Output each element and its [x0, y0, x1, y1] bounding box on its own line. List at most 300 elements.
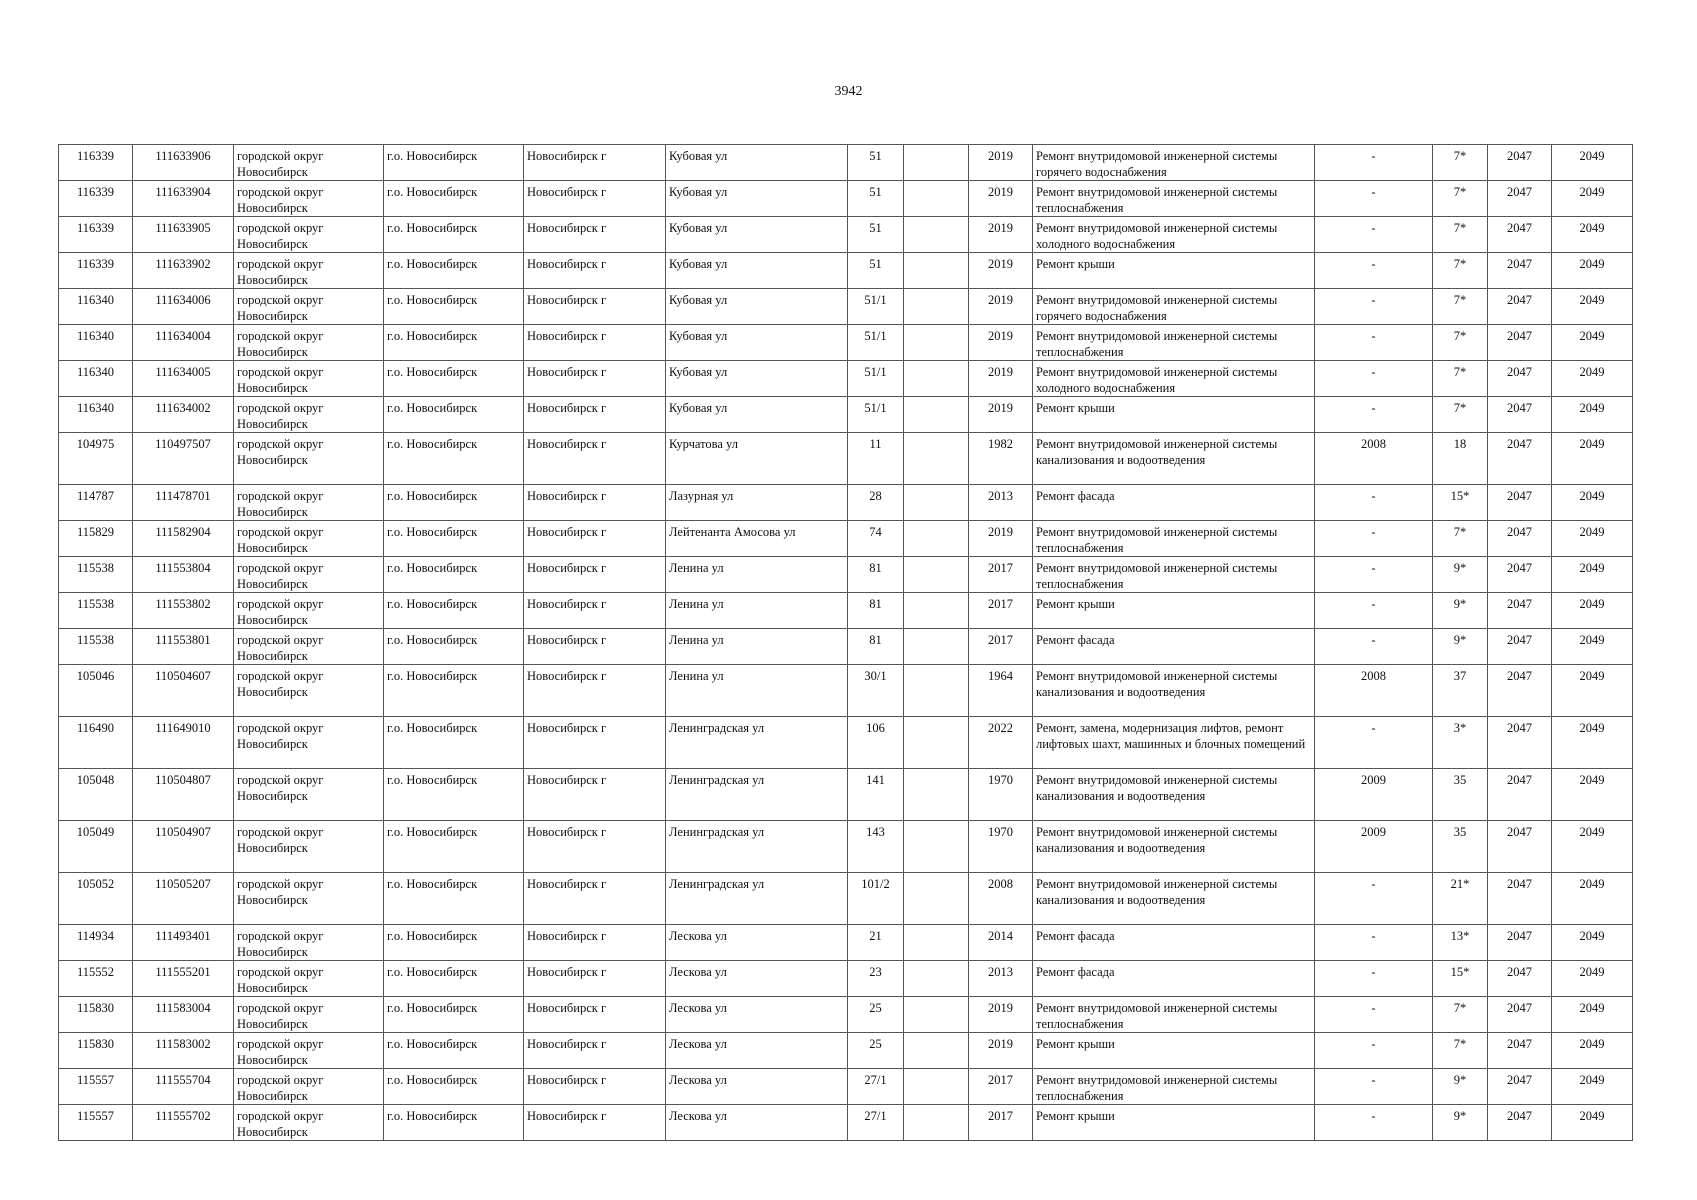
cell-house-number: 11	[848, 433, 904, 485]
cell-work-id: 111583004	[133, 997, 234, 1033]
cell-wear: 7*	[1433, 397, 1488, 433]
cell-municipal-district: городской округ Новосибирск	[234, 557, 384, 593]
cell-work-id: 111493401	[133, 925, 234, 961]
cell-wear: 7*	[1433, 521, 1488, 557]
cell-wear: 7*	[1433, 325, 1488, 361]
table-row	[59, 253, 1633, 289]
cell-street: Лескова ул	[666, 1105, 848, 1141]
cell-last-repair-year: -	[1315, 1069, 1433, 1105]
cell-building-extra	[904, 433, 969, 485]
table-row	[59, 361, 1633, 397]
table-row	[59, 717, 1633, 769]
cell-municipal-district: городской округ Новосибирск	[234, 769, 384, 821]
cell-last-repair-year: -	[1315, 1105, 1433, 1141]
cell-settlement: г.о. Новосибирск	[384, 217, 524, 253]
cell-build-year: 2019	[969, 521, 1033, 557]
cell-street: Курчатова ул	[666, 433, 848, 485]
cell-building-extra	[904, 593, 969, 629]
cell-city: Новосибирск г	[524, 325, 666, 361]
cell-building-extra	[904, 925, 969, 961]
cell-plan-start: 2047	[1488, 629, 1552, 665]
cell-row-id: 115538	[59, 629, 133, 665]
cell-city: Новосибирск г	[524, 821, 666, 873]
cell-plan-end: 2049	[1552, 1105, 1633, 1141]
cell-plan-end: 2049	[1552, 769, 1633, 821]
cell-settlement: г.о. Новосибирск	[384, 593, 524, 629]
table-row	[59, 1033, 1633, 1069]
cell-street: Ленина ул	[666, 593, 848, 629]
cell-wear: 7*	[1433, 217, 1488, 253]
cell-last-repair-year: -	[1315, 397, 1433, 433]
table-row	[59, 521, 1633, 557]
cell-work-id: 111633904	[133, 181, 234, 217]
cell-building-extra	[904, 325, 969, 361]
cell-street: Кубовая ул	[666, 397, 848, 433]
cell-house-number: 30/1	[848, 665, 904, 717]
cell-wear: 21*	[1433, 873, 1488, 925]
cell-work-id: 111633905	[133, 217, 234, 253]
cell-building-extra	[904, 1069, 969, 1105]
cell-wear: 3*	[1433, 717, 1488, 769]
cell-work-type: Ремонт внутридомовой инженерной системы холодного водоснабжения	[1033, 217, 1315, 253]
cell-build-year: 2019	[969, 325, 1033, 361]
cell-wear: 7*	[1433, 253, 1488, 289]
cell-city: Новосибирск г	[524, 557, 666, 593]
cell-street: Кубовая ул	[666, 181, 848, 217]
cell-wear: 15*	[1433, 485, 1488, 521]
cell-row-id: 105052	[59, 873, 133, 925]
cell-building-extra	[904, 217, 969, 253]
cell-settlement: г.о. Новосибирск	[384, 485, 524, 521]
cell-city: Новосибирск г	[524, 665, 666, 717]
cell-city: Новосибирск г	[524, 769, 666, 821]
cell-work-type: Ремонт внутридомовой инженерной системы теплоснабжения	[1033, 557, 1315, 593]
cell-building-extra	[904, 289, 969, 325]
cell-last-repair-year: -	[1315, 361, 1433, 397]
table-row	[59, 181, 1633, 217]
cell-plan-end: 2049	[1552, 665, 1633, 717]
cell-house-number: 81	[848, 593, 904, 629]
cell-plan-start: 2047	[1488, 325, 1552, 361]
cell-house-number: 81	[848, 629, 904, 665]
cell-municipal-district: городской округ Новосибирск	[234, 485, 384, 521]
cell-settlement: г.о. Новосибирск	[384, 717, 524, 769]
cell-work-type: Ремонт крыши	[1033, 593, 1315, 629]
cell-work-id: 111555201	[133, 961, 234, 997]
cell-last-repair-year: -	[1315, 145, 1433, 181]
table-row	[59, 557, 1633, 593]
cell-city: Новосибирск г	[524, 1033, 666, 1069]
cell-plan-end: 2049	[1552, 629, 1633, 665]
cell-plan-start: 2047	[1488, 289, 1552, 325]
cell-house-number: 51/1	[848, 361, 904, 397]
cell-house-number: 27/1	[848, 1105, 904, 1141]
cell-building-extra	[904, 181, 969, 217]
cell-work-type: Ремонт фасада	[1033, 961, 1315, 997]
table-row	[59, 961, 1633, 997]
cell-house-number: 51	[848, 145, 904, 181]
cell-municipal-district: городской округ Новосибирск	[234, 289, 384, 325]
cell-building-extra	[904, 397, 969, 433]
cell-street: Лескова ул	[666, 997, 848, 1033]
cell-municipal-district: городской округ Новосибирск	[234, 821, 384, 873]
cell-plan-end: 2049	[1552, 593, 1633, 629]
cell-plan-end: 2049	[1552, 145, 1633, 181]
cell-work-type: Ремонт фасада	[1033, 485, 1315, 521]
cell-work-id: 111553801	[133, 629, 234, 665]
cell-street: Кубовая ул	[666, 289, 848, 325]
cell-work-id: 110497507	[133, 433, 234, 485]
cell-wear: 35	[1433, 769, 1488, 821]
cell-settlement: г.о. Новосибирск	[384, 557, 524, 593]
cell-settlement: г.о. Новосибирск	[384, 433, 524, 485]
cell-city: Новосибирск г	[524, 521, 666, 557]
cell-plan-end: 2049	[1552, 253, 1633, 289]
table-row	[59, 629, 1633, 665]
cell-build-year: 2017	[969, 1069, 1033, 1105]
table-row	[59, 433, 1633, 485]
cell-house-number: 74	[848, 521, 904, 557]
table-row	[59, 997, 1633, 1033]
cell-building-extra	[904, 961, 969, 997]
cell-work-type: Ремонт внутридомовой инженерной системы канализования и водоотведения	[1033, 821, 1315, 873]
cell-work-type: Ремонт фасада	[1033, 629, 1315, 665]
cell-work-type: Ремонт, замена, модернизация лифтов, ремонт лифтовых шахт, машинных и блочных помещений	[1033, 717, 1315, 769]
cell-work-id: 111478701	[133, 485, 234, 521]
cell-row-id: 116339	[59, 181, 133, 217]
cell-house-number: 141	[848, 769, 904, 821]
cell-plan-end: 2049	[1552, 485, 1633, 521]
cell-settlement: г.о. Новосибирск	[384, 821, 524, 873]
cell-work-id: 111553804	[133, 557, 234, 593]
cell-municipal-district: городской округ Новосибирск	[234, 145, 384, 181]
cell-settlement: г.о. Новосибирск	[384, 961, 524, 997]
cell-row-id: 114787	[59, 485, 133, 521]
cell-settlement: г.о. Новосибирск	[384, 925, 524, 961]
cell-work-id: 111634004	[133, 325, 234, 361]
cell-row-id: 105048	[59, 769, 133, 821]
table-row	[59, 1069, 1633, 1105]
cell-row-id: 116340	[59, 325, 133, 361]
cell-plan-start: 2047	[1488, 665, 1552, 717]
cell-settlement: г.о. Новосибирск	[384, 145, 524, 181]
cell-work-type: Ремонт крыши	[1033, 1105, 1315, 1141]
cell-municipal-district: городской округ Новосибирск	[234, 629, 384, 665]
cell-building-extra	[904, 485, 969, 521]
cell-house-number: 81	[848, 557, 904, 593]
cell-street: Ленинградская ул	[666, 821, 848, 873]
cell-municipal-district: городской округ Новосибирск	[234, 361, 384, 397]
cell-municipal-district: городской округ Новосибирск	[234, 873, 384, 925]
cell-last-repair-year: -	[1315, 557, 1433, 593]
cell-work-type: Ремонт крыши	[1033, 253, 1315, 289]
cell-street: Ленина ул	[666, 557, 848, 593]
cell-street: Ленинградская ул	[666, 873, 848, 925]
cell-house-number: 106	[848, 717, 904, 769]
cell-building-extra	[904, 665, 969, 717]
cell-plan-end: 2049	[1552, 289, 1633, 325]
cell-plan-start: 2047	[1488, 593, 1552, 629]
cell-last-repair-year: -	[1315, 873, 1433, 925]
cell-work-id: 110504607	[133, 665, 234, 717]
cell-plan-start: 2047	[1488, 433, 1552, 485]
cell-street: Лескова ул	[666, 1069, 848, 1105]
table-row	[59, 873, 1633, 925]
cell-work-id: 111583002	[133, 1033, 234, 1069]
cell-building-extra	[904, 1105, 969, 1141]
cell-last-repair-year: -	[1315, 485, 1433, 521]
cell-wear: 7*	[1433, 361, 1488, 397]
cell-wear: 9*	[1433, 557, 1488, 593]
cell-municipal-district: городской округ Новосибирск	[234, 1033, 384, 1069]
cell-work-type: Ремонт внутридомовой инженерной системы теплоснабжения	[1033, 521, 1315, 557]
cell-street: Кубовая ул	[666, 325, 848, 361]
cell-work-type: Ремонт внутридомовой инженерной системы теплоснабжения	[1033, 325, 1315, 361]
table-row	[59, 821, 1633, 873]
cell-street: Кубовая ул	[666, 217, 848, 253]
cell-wear: 7*	[1433, 997, 1488, 1033]
cell-plan-start: 2047	[1488, 521, 1552, 557]
cell-street: Лейтенанта Амосова ул	[666, 521, 848, 557]
cell-work-id: 111649010	[133, 717, 234, 769]
cell-city: Новосибирск г	[524, 217, 666, 253]
table-row	[59, 593, 1633, 629]
cell-plan-end: 2049	[1552, 961, 1633, 997]
cell-row-id: 115552	[59, 961, 133, 997]
cell-city: Новосибирск г	[524, 717, 666, 769]
cell-municipal-district: городской округ Новосибирск	[234, 253, 384, 289]
cell-row-id: 104975	[59, 433, 133, 485]
cell-house-number: 28	[848, 485, 904, 521]
cell-building-extra	[904, 997, 969, 1033]
cell-build-year: 1982	[969, 433, 1033, 485]
cell-build-year: 2019	[969, 253, 1033, 289]
cell-city: Новосибирск г	[524, 397, 666, 433]
cell-settlement: г.о. Новосибирск	[384, 769, 524, 821]
cell-wear: 7*	[1433, 1033, 1488, 1069]
cell-wear: 35	[1433, 821, 1488, 873]
cell-street: Ленинградская ул	[666, 717, 848, 769]
cell-work-type: Ремонт внутридомовой инженерной системы теплоснабжения	[1033, 181, 1315, 217]
cell-settlement: г.о. Новосибирск	[384, 325, 524, 361]
cell-last-repair-year: -	[1315, 325, 1433, 361]
cell-municipal-district: городской округ Новосибирск	[234, 397, 384, 433]
cell-wear: 7*	[1433, 145, 1488, 181]
cell-work-type: Ремонт внутридомовой инженерной системы горячего водоснабжения	[1033, 145, 1315, 181]
cell-last-repair-year: -	[1315, 593, 1433, 629]
cell-last-repair-year: -	[1315, 1033, 1433, 1069]
table-row	[59, 217, 1633, 253]
cell-work-type: Ремонт внутридомовой инженерной системы теплоснабжения	[1033, 1069, 1315, 1105]
cell-build-year: 2017	[969, 557, 1033, 593]
cell-plan-end: 2049	[1552, 1069, 1633, 1105]
cell-row-id: 116339	[59, 145, 133, 181]
cell-settlement: г.о. Новосибирск	[384, 181, 524, 217]
cell-last-repair-year: -	[1315, 925, 1433, 961]
cell-city: Новосибирск г	[524, 873, 666, 925]
cell-building-extra	[904, 557, 969, 593]
cell-building-extra	[904, 361, 969, 397]
cell-building-extra	[904, 145, 969, 181]
cell-plan-end: 2049	[1552, 717, 1633, 769]
page-number: 3942	[834, 84, 863, 99]
cell-municipal-district: городской округ Новосибирск	[234, 433, 384, 485]
cell-build-year: 2019	[969, 181, 1033, 217]
cell-work-type: Ремонт внутридомовой инженерной системы канализования и водоотведения	[1033, 433, 1315, 485]
cell-row-id: 116339	[59, 253, 133, 289]
cell-municipal-district: городской округ Новосибирск	[234, 665, 384, 717]
cell-build-year: 1970	[969, 821, 1033, 873]
cell-municipal-district: городской округ Новосибирск	[234, 325, 384, 361]
cell-build-year: 2017	[969, 593, 1033, 629]
cell-work-id: 111634002	[133, 397, 234, 433]
cell-wear: 13*	[1433, 925, 1488, 961]
cell-wear: 18	[1433, 433, 1488, 485]
cell-work-id: 111582904	[133, 521, 234, 557]
cell-work-id: 110504807	[133, 769, 234, 821]
cell-house-number: 51	[848, 217, 904, 253]
cell-last-repair-year: -	[1315, 217, 1433, 253]
cell-city: Новосибирск г	[524, 289, 666, 325]
cell-city: Новосибирск г	[524, 961, 666, 997]
cell-city: Новосибирск г	[524, 593, 666, 629]
cell-work-id: 111633906	[133, 145, 234, 181]
table-row	[59, 145, 1633, 181]
cell-street: Ленинградская ул	[666, 769, 848, 821]
cell-wear: 37	[1433, 665, 1488, 717]
cell-building-extra	[904, 629, 969, 665]
cell-work-type: Ремонт фасада	[1033, 925, 1315, 961]
cell-plan-end: 2049	[1552, 821, 1633, 873]
cell-settlement: г.о. Новосибирск	[384, 361, 524, 397]
cell-wear: 9*	[1433, 593, 1488, 629]
cell-build-year: 2019	[969, 1033, 1033, 1069]
cell-street: Кубовая ул	[666, 253, 848, 289]
cell-work-id: 111633902	[133, 253, 234, 289]
cell-plan-end: 2049	[1552, 217, 1633, 253]
cell-work-type: Ремонт внутридомовой инженерной системы горячего водоснабжения	[1033, 289, 1315, 325]
cell-house-number: 51/1	[848, 325, 904, 361]
cell-settlement: г.о. Новосибирск	[384, 665, 524, 717]
cell-municipal-district: городской округ Новосибирск	[234, 593, 384, 629]
cell-house-number: 101/2	[848, 873, 904, 925]
cell-settlement: г.о. Новосибирск	[384, 1033, 524, 1069]
cell-row-id: 105049	[59, 821, 133, 873]
cell-plan-end: 2049	[1552, 181, 1633, 217]
cell-settlement: г.о. Новосибирск	[384, 1105, 524, 1141]
cell-build-year: 2008	[969, 873, 1033, 925]
cell-work-type: Ремонт крыши	[1033, 397, 1315, 433]
cell-plan-start: 2047	[1488, 361, 1552, 397]
cell-settlement: г.о. Новосибирск	[384, 289, 524, 325]
cell-building-extra	[904, 873, 969, 925]
cell-plan-start: 2047	[1488, 181, 1552, 217]
cell-build-year: 2019	[969, 145, 1033, 181]
cell-plan-start: 2047	[1488, 925, 1552, 961]
cell-row-id: 114934	[59, 925, 133, 961]
cell-plan-start: 2047	[1488, 961, 1552, 997]
cell-row-id: 115538	[59, 593, 133, 629]
cell-house-number: 143	[848, 821, 904, 873]
cell-last-repair-year: -	[1315, 289, 1433, 325]
cell-build-year: 2019	[969, 361, 1033, 397]
cell-work-id: 111634005	[133, 361, 234, 397]
cell-work-id: 111634006	[133, 289, 234, 325]
cell-work-id: 111555704	[133, 1069, 234, 1105]
cell-city: Новосибирск г	[524, 253, 666, 289]
cell-work-type: Ремонт внутридомовой инженерной системы холодного водоснабжения	[1033, 361, 1315, 397]
cell-building-extra	[904, 769, 969, 821]
cell-city: Новосибирск г	[524, 485, 666, 521]
cell-build-year: 2017	[969, 629, 1033, 665]
cell-street: Кубовая ул	[666, 361, 848, 397]
cell-build-year: 2019	[969, 217, 1033, 253]
cell-last-repair-year: -	[1315, 521, 1433, 557]
table-row	[59, 485, 1633, 521]
table-body	[59, 145, 1633, 1141]
cell-row-id: 116490	[59, 717, 133, 769]
cell-city: Новосибирск г	[524, 181, 666, 217]
cell-plan-start: 2047	[1488, 145, 1552, 181]
repair-schedule-table	[58, 144, 1633, 1141]
cell-build-year: 2014	[969, 925, 1033, 961]
cell-build-year: 2013	[969, 961, 1033, 997]
cell-plan-start: 2047	[1488, 1105, 1552, 1141]
cell-last-repair-year: 2008	[1315, 665, 1433, 717]
cell-wear: 9*	[1433, 1069, 1488, 1105]
cell-plan-start: 2047	[1488, 557, 1552, 593]
table-row	[59, 925, 1633, 961]
cell-row-id: 115829	[59, 521, 133, 557]
cell-build-year: 2022	[969, 717, 1033, 769]
cell-city: Новосибирск г	[524, 997, 666, 1033]
cell-plan-end: 2049	[1552, 521, 1633, 557]
cell-build-year: 2019	[969, 397, 1033, 433]
cell-municipal-district: городской округ Новосибирск	[234, 925, 384, 961]
cell-plan-start: 2047	[1488, 769, 1552, 821]
cell-house-number: 27/1	[848, 1069, 904, 1105]
cell-house-number: 25	[848, 997, 904, 1033]
cell-settlement: г.о. Новосибирск	[384, 397, 524, 433]
cell-row-id: 116340	[59, 361, 133, 397]
cell-city: Новосибирск г	[524, 361, 666, 397]
cell-municipal-district: городской округ Новосибирск	[234, 717, 384, 769]
cell-last-repair-year: -	[1315, 629, 1433, 665]
cell-plan-end: 2049	[1552, 361, 1633, 397]
cell-wear: 7*	[1433, 289, 1488, 325]
cell-municipal-district: городской округ Новосибирск	[234, 181, 384, 217]
cell-settlement: г.о. Новосибирск	[384, 997, 524, 1033]
cell-building-extra	[904, 253, 969, 289]
cell-building-extra	[904, 717, 969, 769]
cell-settlement: г.о. Новосибирск	[384, 873, 524, 925]
cell-settlement: г.о. Новосибирск	[384, 629, 524, 665]
cell-build-year: 2019	[969, 997, 1033, 1033]
cell-plan-start: 2047	[1488, 485, 1552, 521]
cell-wear: 9*	[1433, 1105, 1488, 1141]
cell-wear: 7*	[1433, 181, 1488, 217]
cell-house-number: 25	[848, 1033, 904, 1069]
cell-build-year: 1964	[969, 665, 1033, 717]
cell-build-year: 1970	[969, 769, 1033, 821]
cell-work-type: Ремонт крыши	[1033, 1033, 1315, 1069]
cell-last-repair-year: -	[1315, 181, 1433, 217]
cell-row-id: 115830	[59, 997, 133, 1033]
table-row	[59, 289, 1633, 325]
cell-row-id: 116339	[59, 217, 133, 253]
table-row	[59, 325, 1633, 361]
cell-work-type: Ремонт внутридомовой инженерной системы канализования и водоотведения	[1033, 873, 1315, 925]
